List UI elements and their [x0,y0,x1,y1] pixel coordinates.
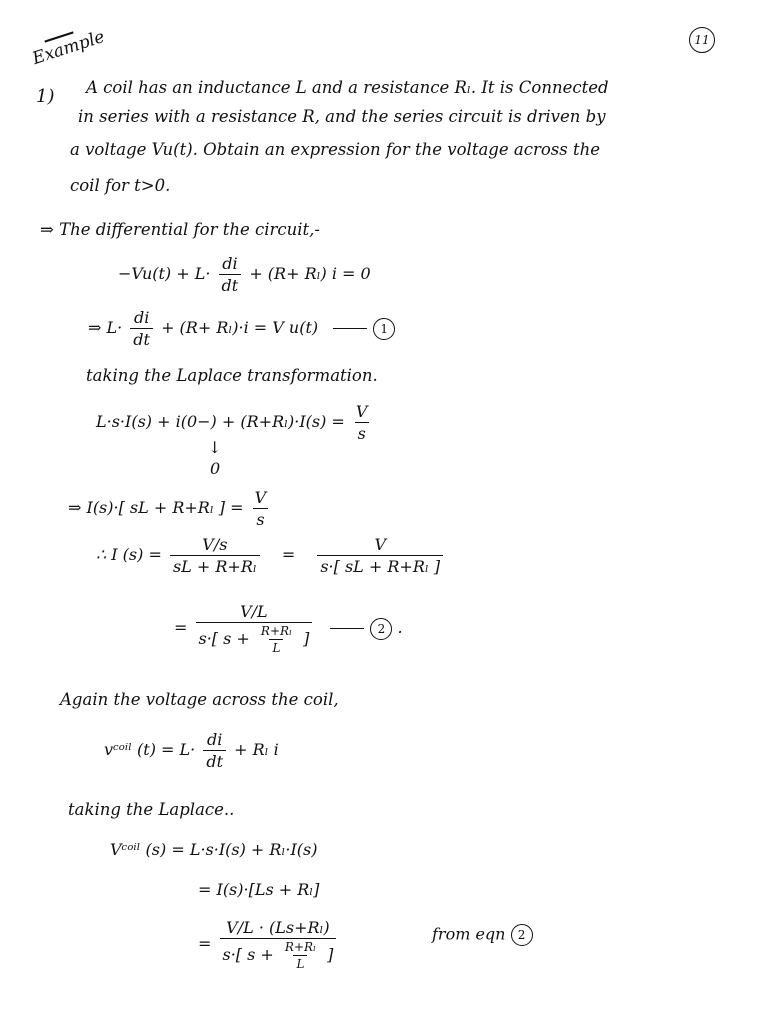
equation-1: −Vu(t) + L· $\frac{di}{dt}$ + (R+ Rₗ) i = 0 [118,254,371,295]
equation-3: L·s·I(s) + i(0−) + (R+Rₗ)·I(s) = $\frac{V}{s}$ [96,402,368,443]
problem-line-4: coil for t>0. [70,176,171,195]
problem-number: 1) [36,86,55,107]
solution-intro: ⇒ The differential for the circuit,- [40,220,320,239]
laplace-heading-2: taking the Laplace.. [68,800,235,819]
equation-tag-2: 2 [370,618,392,640]
equation-tag-2-ref: 2 [511,924,533,946]
problem-line-2: in series with a resistance R, and the series circuit is driven by [78,107,606,126]
problem-line-3: a voltage Vu(t). Obtain an expression for the voltage across the [70,140,600,159]
page-number: 11 [689,27,715,53]
laplace-heading-1: taking the Laplace transformation. [86,366,378,385]
from-equation-note: from eqn 2 [432,924,533,946]
initial-condition-zero: 0 [210,459,221,478]
equation-2: ⇒ L· $\frac{di}{dt}$ + (R+ Rₗ)·i = V u(t) 1 [88,308,395,349]
equation-9: = I(s)·[Ls + Rₗ] [198,880,320,899]
equation-7: vᶜᵒⁱˡ (t) = L· $\frac{di}{dt}$ + Rₗ i [104,730,279,771]
heading: Example [30,26,108,70]
equation-5: ∴ I (s) = $\frac{V/s}{\text{sL + R+Rₗ}}$ = $\frac{V}{\text{s·[ sL + R+Rₗ ]}}$ [96,535,446,576]
problem-line-1: A coil has an inductance L and a resistance Rₗ. It is Connected [86,78,609,97]
again-line: Again the voltage across the coil, [60,690,339,709]
equation-8: Vᶜᵒⁱˡ (s) = L·s·I(s) + Rₗ·I(s) [110,840,318,859]
equation-4: ⇒ I(s)·[ sL + R+Rₗ ] = $\frac{V}{s}$ [68,488,267,529]
equation-6: = V/L s·[ s + $\frac{\text{R+Rₗ}}{L}$ ] 2 . [174,602,403,655]
initial-condition-arrow: ↓ [208,438,222,457]
equation-tag-1: 1 [373,318,395,340]
equation-10: = V/L · (Ls+Rₗ) s·[ s + $\frac{\text{R+Rₗ}}{L}$ ] [198,918,339,971]
